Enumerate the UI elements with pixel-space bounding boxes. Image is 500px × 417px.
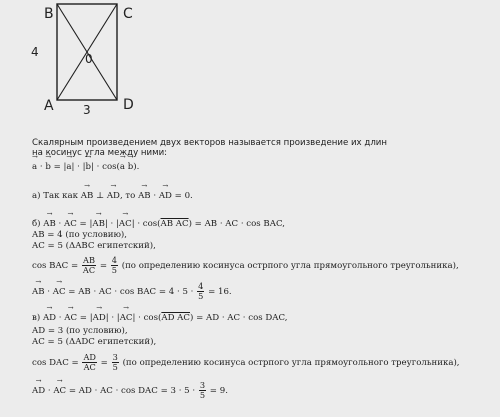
fraction-result-3-5: $\frac{3}{5}$ (199, 380, 206, 400)
center-o-label: 0 (85, 52, 93, 66)
fraction-result-4-5: $\frac{4}{5}$ (198, 281, 204, 301)
fraction-ab-ac: $\frac{AB}{AC}$ (82, 255, 96, 275)
part-c-result-line: → AD · → AC = AD · AC · cos DAC = 3 · 5 · $\frac{3}{5}$ = 9. (32, 381, 228, 400)
vertex-d-label: D (123, 97, 134, 113)
fraction-3-5: $\frac{3}{5}$ (112, 352, 118, 372)
part-c-line-3: AC = 5 (ΔADC египетский), (32, 337, 157, 347)
fraction-4-5: $\frac{4}{5}$ (111, 255, 117, 275)
fraction-ad-ac: $\frac{AD}{AC}$ (83, 352, 96, 372)
part-b-result-line: → AB · → AC = AB · AC · cos BAC = 4 · 5 · $\frac{4}{5}$ = 16. (32, 282, 232, 301)
dot-product-formula: → a · → b = |→ a| · |→ b| · cos(→ a → b). (32, 162, 139, 172)
part-b-line-3: AC = 5 (ΔABC египетский), (32, 241, 156, 251)
part-b-line-1: б) → AB · → AC = |→ AB| · |→ AC| · cos(AB AC) = AB · AC · cos BAC, (32, 219, 285, 229)
side-ab-length: 4 (31, 45, 39, 59)
part-c-cos-line: cos DAC = $\frac{AD}{AC}$ = $\frac{3}{5}$ (по определению косинуса острпого угла прямоугольного треугольника), (32, 352, 460, 372)
vertex-b-label: B (44, 6, 54, 22)
vertex-c-label: C (123, 6, 133, 22)
rectangle-diagram (0, 0, 500, 130)
side-ad-length: 3 (83, 103, 91, 117)
part-b-line-2: AB = 4 (по условию), (32, 230, 128, 240)
part-b-cos-line: cos BAC = $\frac{AB}{AC}$ = $\frac{4}{5}$ (по определению косинуса острпого угла прямоугольного треугольника), (32, 255, 459, 275)
definition-line-1: Скалярным произведением двух векторов называется произведение их длин (32, 138, 388, 148)
definition-line-2: на косинус угла между ними: (32, 148, 168, 158)
part-c-line-1: в) → AD · → AC = |→ AD| · |→ AC| · cos(AD AC) = AD · AC · cos DAC, (32, 313, 288, 323)
part-a-line: а) Так как → AB ⊥ → AD, то → AB · → AD = 0. (32, 191, 193, 201)
part-c-line-2: AD = 3 (по условию), (32, 326, 128, 336)
vertex-a-label: A (44, 98, 54, 114)
